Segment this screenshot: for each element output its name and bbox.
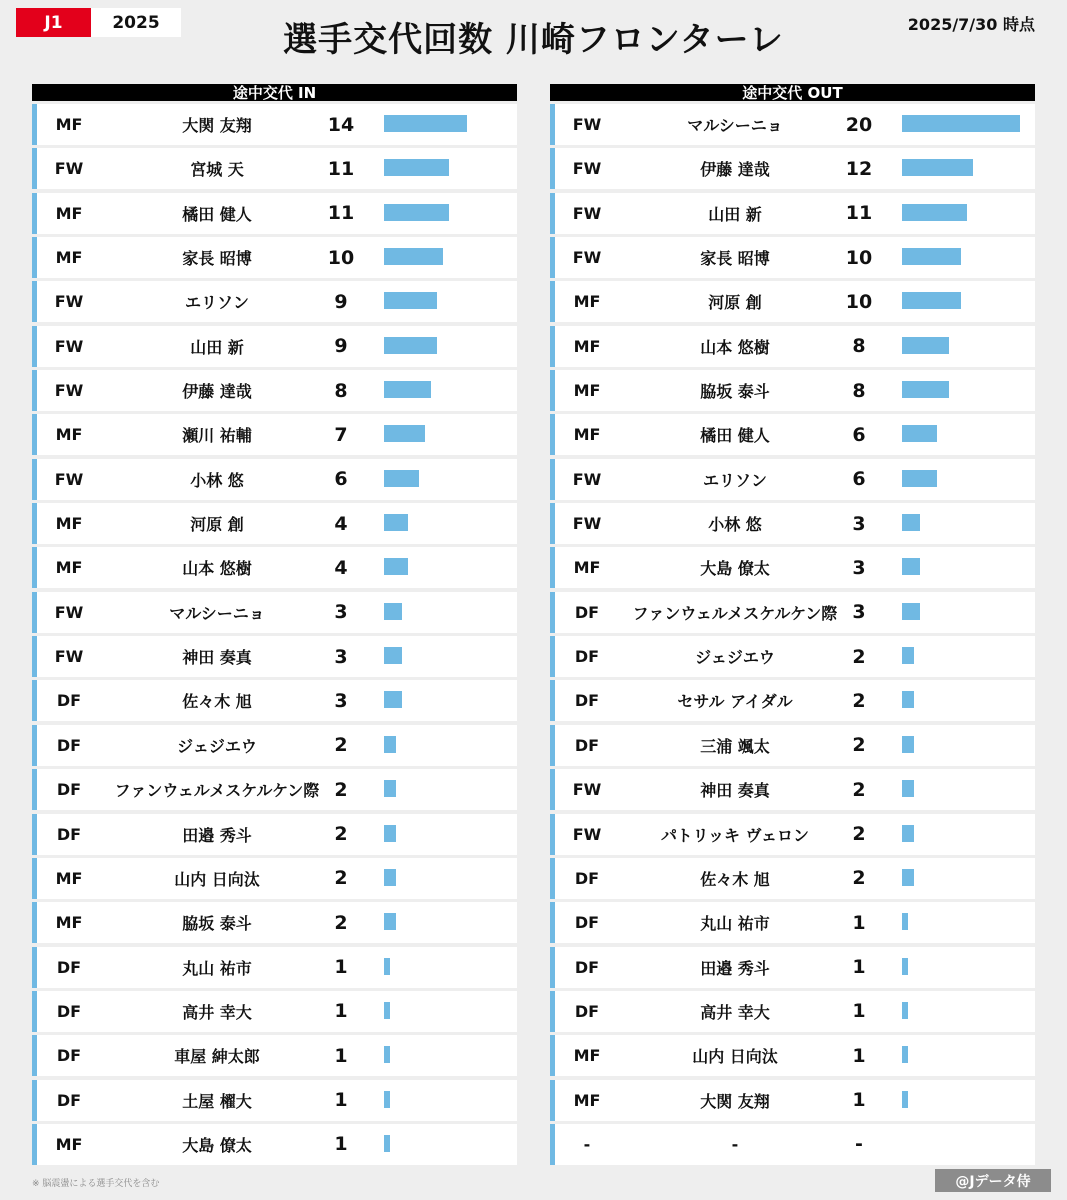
bar — [384, 204, 449, 221]
bar — [902, 558, 920, 575]
player-name: 小林 悠 — [190, 470, 244, 490]
player-name: エリソン — [702, 470, 767, 490]
bar — [384, 869, 396, 886]
table-row — [32, 725, 517, 766]
position-label: FW — [572, 248, 602, 268]
table-row — [32, 680, 517, 721]
bar — [902, 514, 920, 531]
count-label: 10 — [327, 246, 355, 269]
count-label: 3 — [852, 556, 866, 579]
count-label: 2 — [334, 778, 348, 801]
sub-out-rows — [550, 104, 1035, 1165]
count-label: 2 — [852, 734, 866, 757]
position-label: DF — [56, 735, 82, 755]
position-label: MF — [55, 913, 83, 933]
player-name: 山内 日向汰 — [692, 1047, 778, 1067]
table-row — [550, 370, 1035, 411]
table-row — [32, 769, 517, 810]
player-name: ファンウェルメスケルケン際 — [114, 781, 320, 801]
bar — [902, 425, 937, 442]
player-name: 山田 新 — [708, 204, 762, 224]
table-row — [32, 237, 517, 278]
count-label: 6 — [852, 468, 866, 491]
count-label: 2 — [852, 867, 866, 890]
table-row — [32, 503, 517, 544]
bar — [902, 1046, 908, 1063]
table-row — [550, 1035, 1035, 1076]
player-name: 高井 幸大 — [182, 1002, 252, 1022]
bar — [384, 913, 396, 930]
table-row — [32, 459, 517, 500]
as-of-date: 2025/7/30 時点 — [907, 15, 1035, 34]
year-badge: 2025 — [91, 8, 181, 37]
table-row — [550, 769, 1035, 810]
table-row — [550, 858, 1035, 899]
count-label: 1 — [334, 1089, 348, 1112]
count-label: 14 — [327, 113, 355, 136]
bar — [384, 780, 396, 797]
bar — [384, 159, 449, 176]
count-label: 2 — [334, 734, 348, 757]
player-name: マルシーニョ — [687, 116, 783, 135]
table-row — [32, 592, 517, 633]
count-label: 8 — [852, 379, 866, 402]
player-name: 大島 僚太 — [700, 559, 770, 579]
player-name: 佐々木 旭 — [182, 692, 252, 712]
table-row — [32, 414, 517, 455]
table-row — [550, 326, 1035, 367]
player-name: セサル アイダル — [677, 692, 793, 712]
bar — [384, 825, 396, 842]
position-label: FW — [54, 469, 84, 489]
bar — [902, 1091, 908, 1108]
table-row — [32, 1080, 517, 1121]
bar — [902, 159, 973, 176]
bar — [902, 603, 920, 620]
bar — [384, 381, 431, 398]
player-name: 丸山 祐市 — [182, 958, 252, 978]
table-row — [32, 148, 517, 189]
position-label: DF — [574, 647, 600, 667]
league-badge: J1 — [16, 8, 91, 37]
position-label: DF — [56, 1046, 82, 1066]
player-name: パトリッキ ヴェロン — [661, 825, 809, 845]
player-name: 小林 悠 — [708, 515, 762, 535]
bar — [902, 958, 908, 975]
table-row — [550, 592, 1035, 633]
bar — [902, 736, 914, 753]
position-label: DF — [56, 957, 82, 977]
credit-badge: @Jデータ侍 — [935, 1169, 1051, 1192]
table-row — [550, 281, 1035, 322]
count-label: 9 — [334, 290, 348, 313]
table-row — [32, 326, 517, 367]
player-name: 山田 新 — [190, 337, 244, 357]
count-label: 6 — [334, 468, 348, 491]
player-name: ジェジエウ — [177, 736, 257, 756]
table-row — [550, 991, 1035, 1032]
bar — [902, 825, 914, 842]
table-row — [32, 858, 517, 899]
bar — [384, 248, 443, 265]
position-label: MF — [55, 248, 83, 268]
count-label: 1 — [852, 1000, 866, 1023]
position-label: MF — [55, 868, 83, 888]
count-label: 11 — [327, 202, 355, 225]
bar — [902, 869, 914, 886]
player-name: 山内 日向汰 — [174, 869, 260, 889]
table-row — [550, 636, 1035, 677]
position-label: DF — [574, 691, 600, 711]
player-name: 神田 奏真 — [182, 648, 252, 668]
player-name: 大島 僚太 — [182, 1135, 252, 1155]
table-row — [550, 1080, 1035, 1121]
player-name: 大関 友翔 — [182, 116, 252, 135]
bar — [902, 337, 949, 354]
table-row — [32, 1035, 517, 1076]
bar — [384, 603, 402, 620]
position-label: FW — [572, 469, 602, 489]
position-label: DF — [574, 913, 600, 933]
count-label: 2 — [852, 645, 866, 668]
player-name: 家長 昭博 — [700, 249, 770, 269]
bar — [384, 115, 467, 132]
bar — [902, 292, 961, 309]
table-row — [550, 814, 1035, 855]
table-row — [32, 193, 517, 234]
position-label: FW — [572, 780, 602, 800]
player-name: 大関 友翔 — [700, 1091, 770, 1111]
table-row — [550, 547, 1035, 588]
count-label: 1 — [852, 911, 866, 934]
bar — [902, 470, 937, 487]
count-label: 4 — [334, 556, 348, 579]
bar — [384, 1002, 390, 1019]
player-name: 伊藤 達哉 — [182, 382, 252, 402]
count-label: 1 — [334, 1044, 348, 1067]
player-name: 脇坂 泰斗 — [700, 382, 770, 402]
player-name: 河原 創 — [190, 515, 244, 535]
position-label: FW — [54, 381, 84, 401]
count-label: 20 — [845, 113, 873, 136]
bar — [902, 248, 961, 265]
bar — [384, 1046, 390, 1063]
count-label: 4 — [334, 512, 348, 535]
table-row — [550, 104, 1035, 145]
position-label: MF — [55, 514, 83, 534]
player-name: 丸山 祐市 — [700, 914, 770, 934]
position-label: MF — [55, 203, 83, 223]
count-label: 7 — [334, 423, 348, 446]
count-label: 8 — [852, 335, 866, 358]
position-label: DF — [56, 780, 82, 800]
sub-in-panel — [32, 84, 517, 1168]
position-label: FW — [572, 203, 602, 223]
count-label: 10 — [845, 246, 873, 269]
table-row — [550, 680, 1035, 721]
count-label: 1 — [852, 1089, 866, 1112]
bar — [902, 381, 949, 398]
table-row — [550, 1124, 1035, 1165]
player-name: 瀬川 祐輔 — [182, 426, 252, 446]
count-label: 1 — [852, 956, 866, 979]
player-name: 橘田 健人 — [182, 204, 252, 224]
count-label: 3 — [852, 512, 866, 535]
position-label: MF — [55, 1134, 83, 1154]
count-label: 2 — [852, 778, 866, 801]
player-name: 家長 昭博 — [182, 249, 252, 269]
position-label: FW — [54, 647, 84, 667]
table-row — [550, 503, 1035, 544]
sub-in-rows — [32, 104, 517, 1165]
player-name: エリソン — [184, 293, 249, 313]
player-name: 河原 創 — [708, 293, 762, 313]
count-label: 2 — [852, 823, 866, 845]
position-label: DF — [56, 1090, 82, 1110]
table-row — [550, 725, 1035, 766]
bar — [384, 736, 396, 753]
player-name: ファンウェルメスケルケン際 — [632, 603, 838, 623]
table-row — [32, 636, 517, 677]
position-label: DF — [56, 691, 82, 711]
count-label: 10 — [845, 290, 873, 313]
player-name: 神田 奏真 — [700, 781, 770, 801]
count-label: 1 — [334, 1133, 348, 1156]
player-name: ジェジエウ — [695, 648, 775, 668]
position-label: FW — [54, 336, 84, 356]
table-row — [32, 1124, 517, 1165]
footnote: ※ 脳震盪による選手交代を含む — [32, 1179, 160, 1189]
bar — [902, 1002, 908, 1019]
count-label: 1 — [334, 1000, 348, 1023]
position-label: MF — [55, 115, 83, 134]
bar — [384, 1135, 390, 1152]
player-name: 山本 悠樹 — [182, 559, 252, 579]
table-row — [550, 148, 1035, 189]
bar — [902, 691, 914, 708]
bar — [384, 292, 437, 309]
bar — [384, 337, 437, 354]
position-label: DF — [574, 602, 600, 622]
position-label: DF — [574, 868, 600, 888]
count-label: 3 — [334, 601, 348, 624]
position-label: DF — [574, 957, 600, 977]
table-row — [32, 947, 517, 988]
table-row — [550, 193, 1035, 234]
player-name: マルシーニョ — [169, 603, 265, 623]
bar — [902, 204, 967, 221]
table-row — [550, 947, 1035, 988]
player-name: 山本 悠樹 — [700, 337, 770, 357]
player-name: 田邉 秀斗 — [182, 825, 252, 845]
position-label: DF — [56, 1001, 82, 1021]
bar — [384, 958, 390, 975]
count-label: 6 — [852, 423, 866, 446]
position-label: FW — [572, 159, 602, 179]
count-label: 1 — [852, 1044, 866, 1067]
player-name: - — [731, 1134, 739, 1154]
player-name: 脇坂 泰斗 — [182, 914, 252, 934]
bar — [384, 425, 425, 442]
player-name: 土屋 櫂大 — [182, 1091, 252, 1111]
table-row — [32, 281, 517, 322]
position-label: MF — [573, 558, 601, 578]
bar — [902, 780, 914, 797]
position-label: MF — [573, 1046, 601, 1066]
count-label: 2 — [334, 867, 348, 890]
bar — [384, 558, 408, 575]
bar — [902, 647, 914, 664]
player-name: 車屋 紳太郎 — [174, 1047, 260, 1067]
table-row — [32, 547, 517, 588]
count-label: 1 — [334, 956, 348, 979]
table-row — [550, 459, 1035, 500]
position-label: MF — [573, 381, 601, 401]
bar — [384, 647, 402, 664]
count-label: 3 — [852, 601, 866, 624]
table-row — [550, 237, 1035, 278]
position-label: FW — [54, 159, 84, 179]
position-label: MF — [573, 425, 601, 445]
count-label: 3 — [334, 689, 348, 712]
position-label: MF — [573, 292, 601, 312]
count-label: 8 — [334, 379, 348, 402]
bar — [384, 1091, 390, 1108]
player-name: 佐々木 旭 — [700, 869, 770, 889]
table-row — [550, 414, 1035, 455]
position-label: DF — [574, 735, 600, 755]
count-label: 3 — [334, 645, 348, 668]
count-label: 2 — [334, 823, 348, 845]
player-name: 田邉 秀斗 — [700, 958, 770, 978]
table-row — [32, 902, 517, 943]
table-row — [32, 991, 517, 1032]
player-name: 高井 幸大 — [700, 1002, 770, 1022]
count-label: 11 — [327, 157, 355, 180]
position-label: MF — [573, 1090, 601, 1110]
count-label: 12 — [845, 157, 873, 180]
position-label: FW — [54, 602, 84, 622]
count-label: 2 — [852, 689, 866, 712]
bar — [384, 691, 402, 708]
position-label: FW — [572, 514, 602, 534]
page-title: 選手交代回数 川崎フロンターレ — [283, 20, 784, 60]
bar — [384, 514, 408, 531]
count-label: 2 — [334, 911, 348, 934]
position-label: MF — [55, 425, 83, 445]
bar — [902, 115, 1020, 132]
table-row — [32, 104, 517, 145]
count-label: 9 — [334, 335, 348, 358]
sub-out-panel — [550, 84, 1035, 1168]
table-row — [550, 902, 1035, 943]
bar — [384, 470, 419, 487]
position-label: - — [583, 1134, 591, 1154]
count-label: - — [855, 1133, 863, 1156]
position-label: DF — [56, 824, 82, 844]
table-row — [32, 370, 517, 411]
player-name: 三浦 颯太 — [700, 736, 770, 756]
position-label: FW — [572, 115, 602, 134]
sub-in-header: 途中交代 IN — [32, 84, 517, 101]
player-name: 伊藤 達哉 — [700, 160, 770, 180]
sub-out-header: 途中交代 OUT — [550, 84, 1035, 101]
bar — [902, 913, 908, 930]
table-row — [32, 814, 517, 855]
position-label: FW — [572, 824, 602, 844]
count-label: 11 — [845, 202, 873, 225]
player-name: 宮城 天 — [190, 160, 244, 180]
position-label: MF — [55, 558, 83, 578]
position-label: FW — [54, 292, 84, 312]
position-label: DF — [574, 1001, 600, 1021]
player-name: 橘田 健人 — [700, 426, 770, 446]
position-label: MF — [573, 336, 601, 356]
